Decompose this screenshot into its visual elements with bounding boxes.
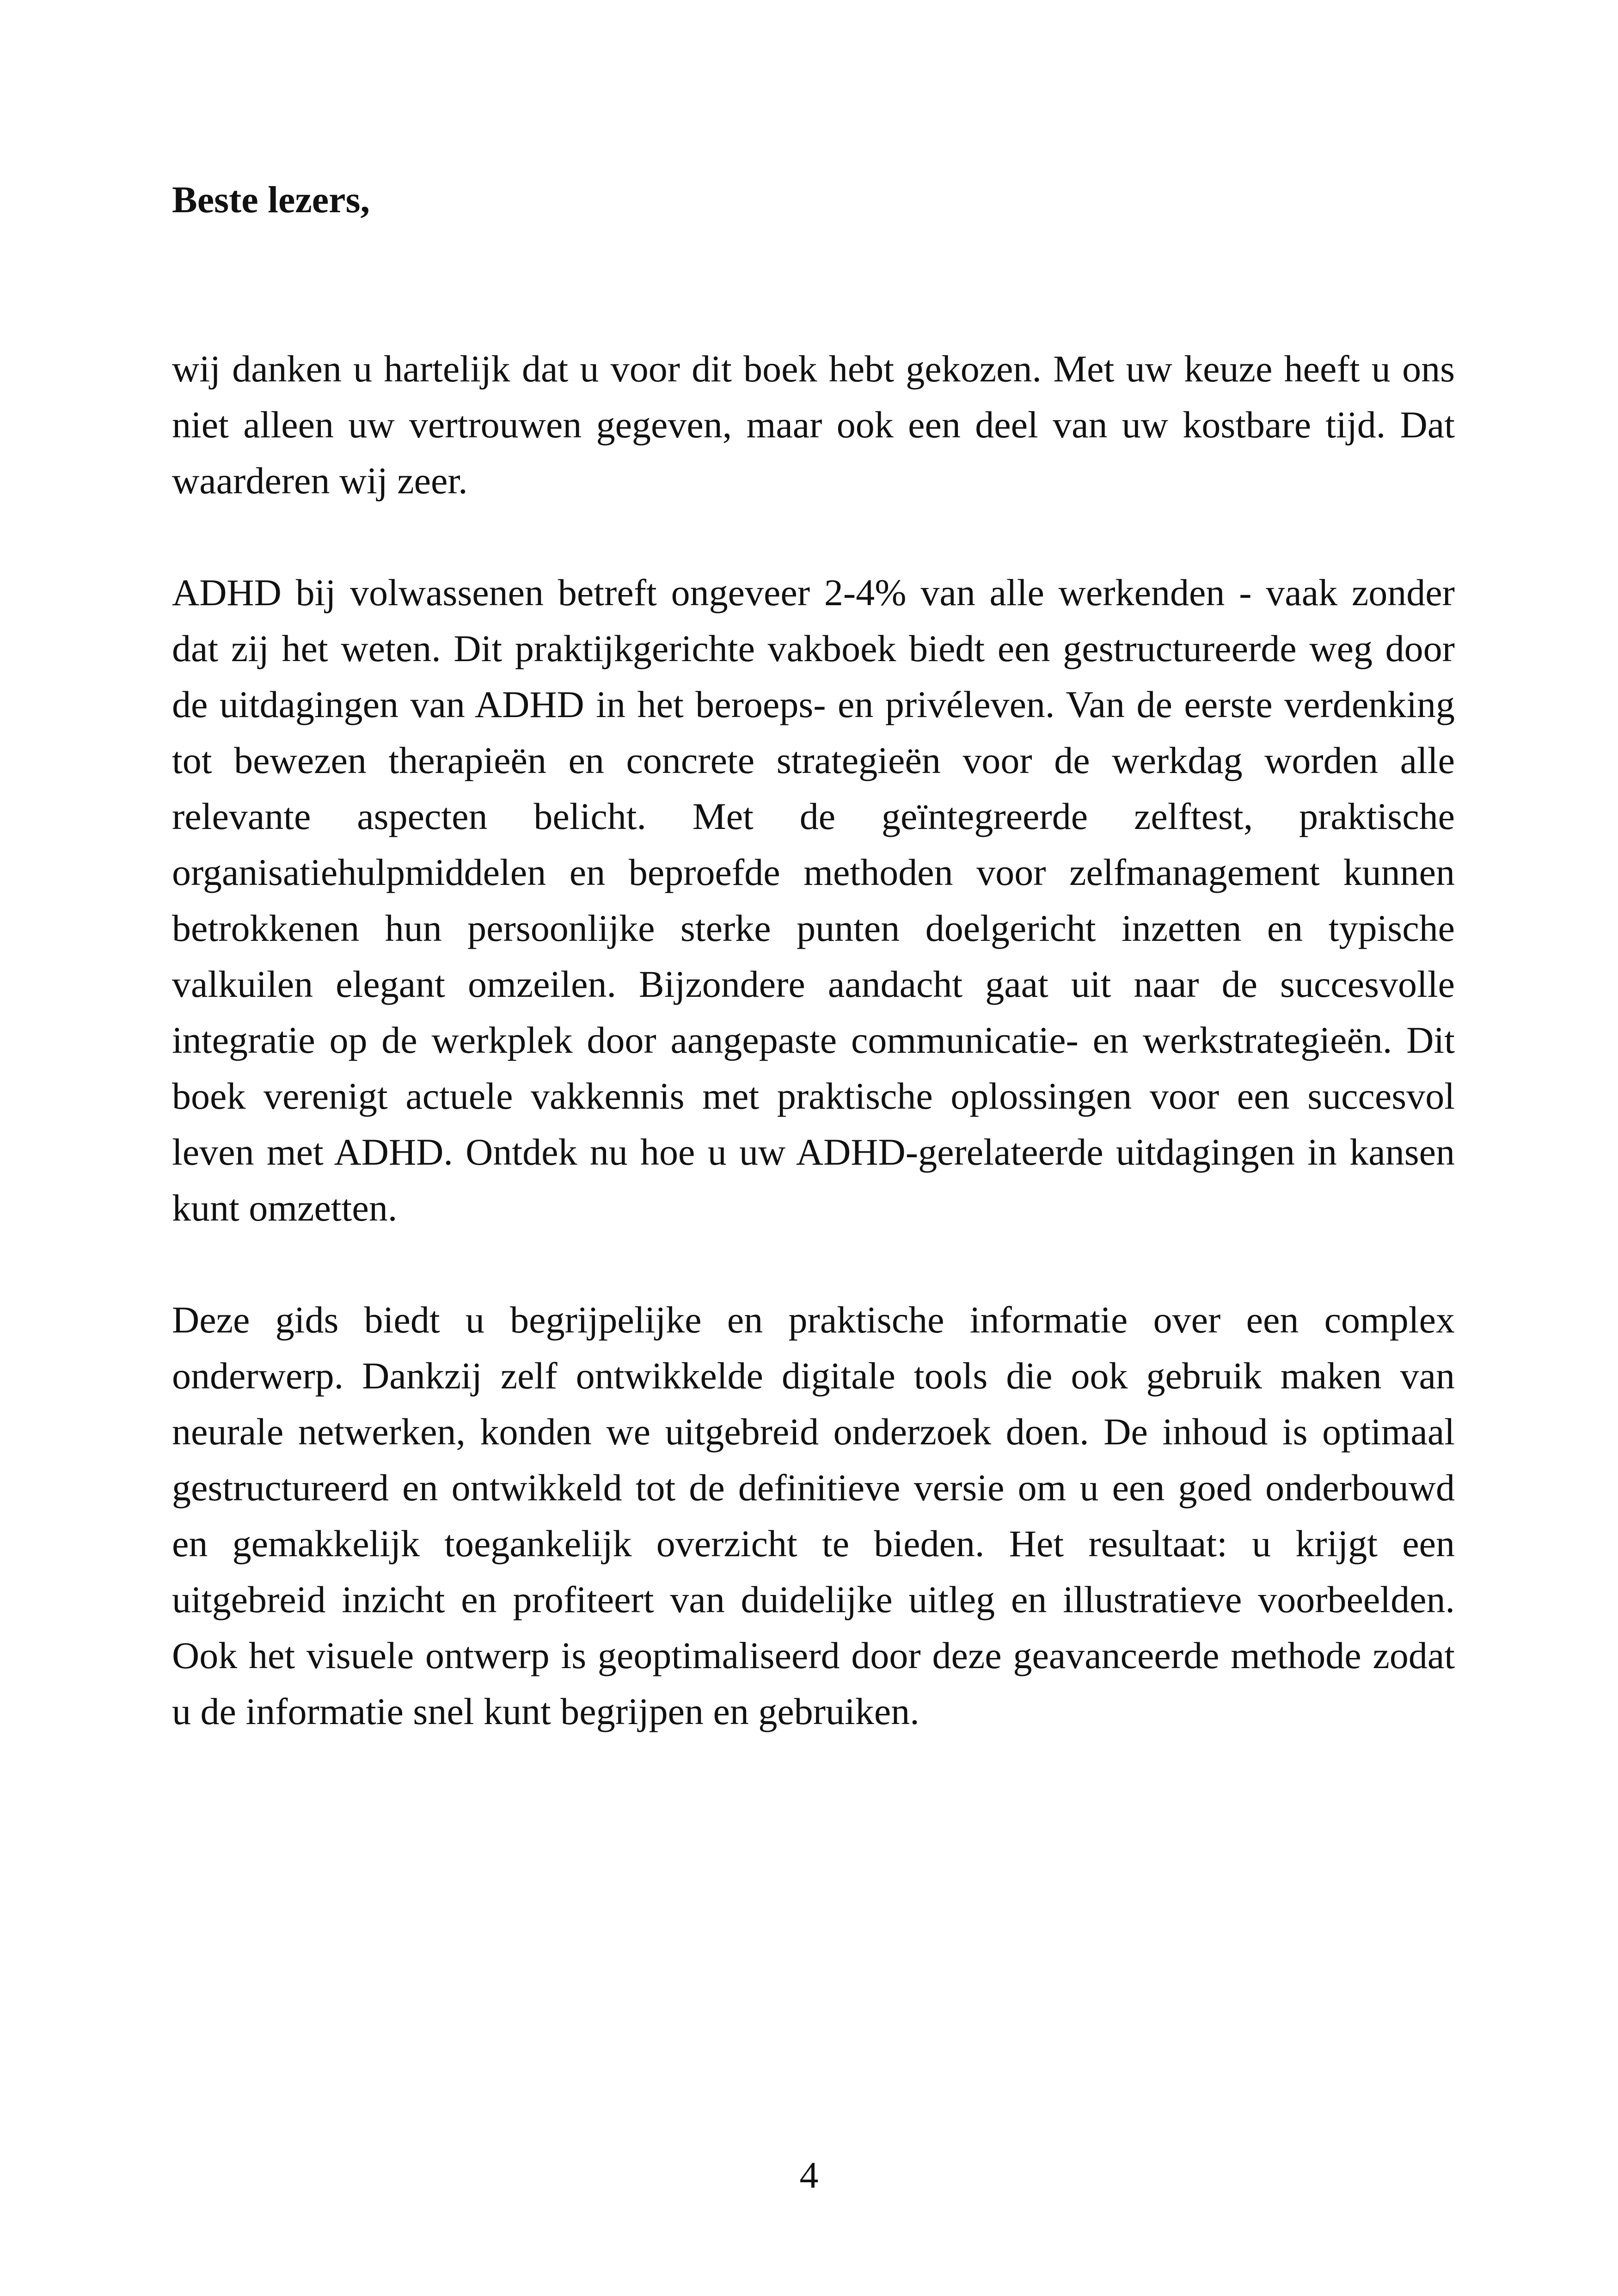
page-number: 4 (799, 2154, 819, 2196)
page-content (172, 172, 1455, 1739)
paragraph-thanks: wij danken u hartelijk dat u voor dit boek hebt gekozen. Met uw keuze heeft u ons niet alleen uw vertrouwen gegeven, maar ook een deel van uw kostbare tijd. Dat waarderen wij zeer. (172, 348, 1455, 502)
salutation-heading: Beste lezers, (172, 178, 370, 221)
paragraph-adhd-summary: ADHD bij volwassenen betreft ongeveer 2-4% van alle werkenden - vaak zonder dat zij het weten. Dit praktijkgerichte vakboek biedt een gestructureerde weg door de uitdagingen van ADHD in het beroeps- en privéleven. Van de eerste verdenking tot bewezen therapieën en concrete strategieën voor de werkdag worden alle relevante aspecten belicht. Met de geïntegreerde zelftest, praktische organisatiehulpmiddelen en beproefde methoden voor zelfmanagement kunnen betrokkenen hun persoonlijke sterke punten doelgericht inzetten en typische valkuilen elegant omzeilen. Bijzondere aandacht gaat uit naar de succesvolle integratie op de werkplek door aangepaste communicatie- en werkstrategieën. Dit boek verenigt actuele vakkennis met praktische oplossingen voor een succesvol leven met ADHD. Ontdek nu hoe u uw ADHD-gerelateerde uitdagingen in kansen kunt omzetten. (172, 571, 1455, 1229)
paragraph-guide-info: Deze gids biedt u begrijpelijke en praktische informatie over een complex onderwerp. Dankzij zelf ontwikkelde digitale tools die ook gebruik maken van neurale netwerken, konden we uitgebreid onderzoek doen. De inhoud is optimaal gestructureerd en ontwikkeld tot de definitieve versie om u een goed onderbouwd en gemakkelijk toegankelijk overzicht te bieden. Het resultaat: u krijgt een uitgebreid inzicht en profiteert van duidelijke uitleg en illustratieve voorbeelden. Ook het visuele ontwerp is geoptimaliseerd door deze geavanceerde methode zodat u de informatie snel kunt begrijpen en gebruiken. (172, 1299, 1455, 1732)
